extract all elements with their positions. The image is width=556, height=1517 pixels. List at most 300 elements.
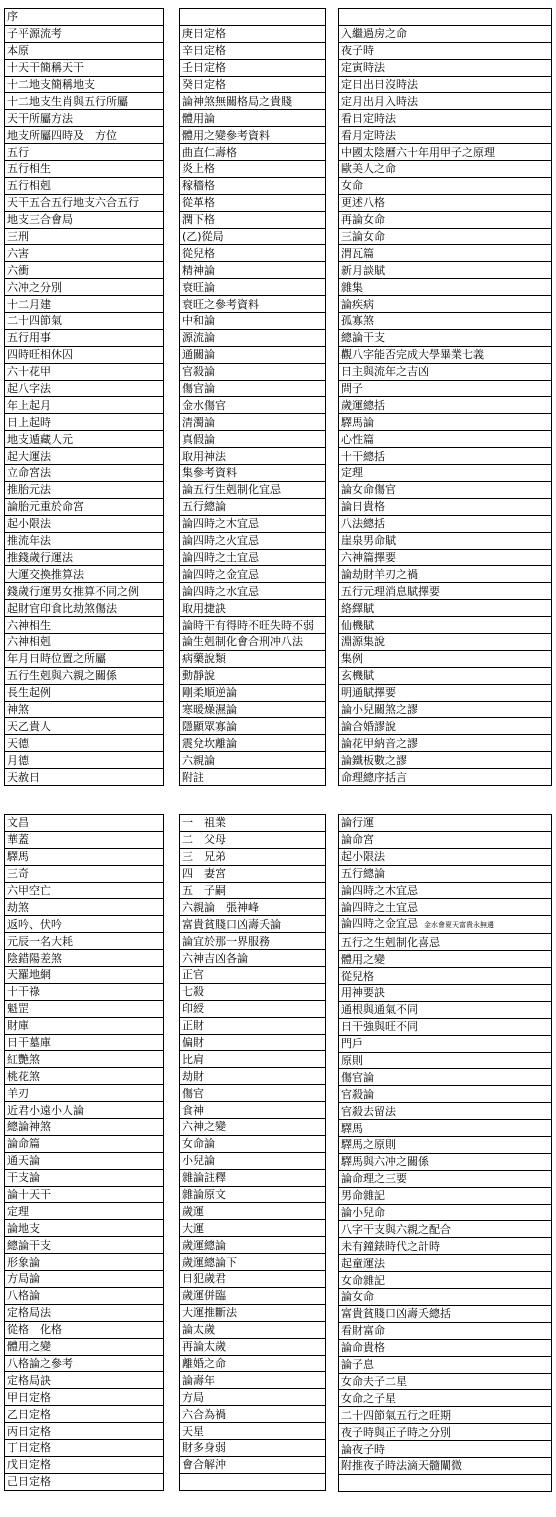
toc-row bbox=[180, 1355, 326, 1372]
toc-entry bbox=[180, 865, 326, 882]
toc-row bbox=[5, 329, 164, 346]
toc-row bbox=[5, 667, 164, 684]
toc-entry bbox=[180, 1102, 326, 1119]
toc-row bbox=[339, 1390, 552, 1407]
toc-row bbox=[180, 1423, 326, 1440]
toc-row bbox=[339, 1204, 552, 1221]
toc-entry bbox=[5, 566, 164, 583]
toc-entry-text: 比肩 bbox=[182, 1052, 204, 1066]
toc-entry bbox=[5, 110, 164, 127]
toc-entry bbox=[180, 1034, 326, 1051]
toc-entry bbox=[5, 752, 164, 769]
toc-entry-text: 女命論 bbox=[182, 1137, 215, 1151]
toc-entry-text: 論小兒關煞之謬 bbox=[341, 702, 418, 716]
toc-row bbox=[180, 279, 326, 296]
toc-entry-text: 論命貴格 bbox=[341, 1341, 385, 1355]
toc-row bbox=[5, 25, 164, 42]
toc-entry bbox=[5, 1355, 164, 1372]
toc-entry-text: 天德 bbox=[7, 736, 29, 750]
toc-entry-text: 總論干支 bbox=[7, 1238, 51, 1252]
toc-entry bbox=[180, 1321, 326, 1338]
toc-entry bbox=[339, 194, 552, 211]
toc-entry-text: 病藥說類 bbox=[182, 652, 226, 666]
toc-row bbox=[5, 1135, 164, 1152]
toc-row bbox=[339, 363, 552, 380]
toc-entry-text: 大運 bbox=[182, 1221, 204, 1235]
toc-entry-text: 論花甲納音之謬 bbox=[341, 736, 418, 750]
toc-entry bbox=[339, 633, 552, 650]
toc-entry bbox=[5, 1456, 164, 1473]
toc-entry bbox=[180, 245, 326, 262]
toc-entry-text: 神煞 bbox=[7, 702, 29, 716]
toc-row bbox=[5, 532, 164, 549]
toc-entry-text: 渭瓦篇 bbox=[341, 246, 374, 260]
toc-row bbox=[5, 617, 164, 634]
toc-row bbox=[180, 1102, 326, 1119]
toc-entry-text: 衰旺之參考資料 bbox=[182, 297, 259, 311]
toc-entry-text: 離婚之命 bbox=[182, 1356, 226, 1370]
toc-entry-text: 震兌坎離論 bbox=[182, 736, 237, 750]
toc-row bbox=[5, 313, 164, 330]
toc-row bbox=[180, 245, 326, 262]
toc-row bbox=[5, 177, 164, 194]
toc-row bbox=[5, 397, 164, 414]
toc-entry bbox=[5, 1338, 164, 1355]
toc-entry bbox=[180, 397, 326, 414]
toc-row bbox=[180, 735, 326, 752]
toc-entry-text: 官殺論 bbox=[341, 1087, 374, 1101]
toc-entry-text: 起財官印食比劫煞傷法 bbox=[7, 601, 117, 615]
toc-row bbox=[339, 1272, 552, 1289]
toc-entry-text: 定月出月入時法 bbox=[341, 94, 418, 108]
toc-entry bbox=[5, 831, 164, 848]
toc-entry-text: 返吟、伏吟 bbox=[7, 917, 62, 931]
toc-entry bbox=[339, 617, 552, 634]
toc-entry bbox=[5, 633, 164, 650]
toc-entry-text: 雜論註釋 bbox=[182, 1171, 226, 1185]
toc-entry bbox=[180, 1355, 326, 1372]
toc-entry-text: 一 祖業 bbox=[182, 816, 226, 830]
toc-entry-text: 十二月建 bbox=[7, 297, 51, 311]
toc-row bbox=[339, 701, 552, 718]
toc-entry bbox=[339, 1407, 552, 1424]
toc-row bbox=[339, 617, 552, 634]
toc-entry-text: 日干強與旺不同 bbox=[341, 1020, 418, 1034]
toc-entry bbox=[5, 769, 164, 786]
toc-entry bbox=[5, 448, 164, 465]
toc-entry bbox=[5, 211, 164, 228]
toc-entry-text: 更述八格 bbox=[341, 196, 385, 210]
toc-row bbox=[339, 831, 552, 848]
toc-entry bbox=[5, 161, 164, 178]
toc-entry-text: 總論神煞 bbox=[7, 1120, 51, 1134]
toc-row bbox=[5, 865, 164, 882]
toc-entry-text: 起小限法 bbox=[7, 517, 51, 531]
toc-entry bbox=[180, 815, 326, 832]
toc-row bbox=[5, 465, 164, 482]
toc-entry bbox=[339, 600, 552, 617]
toc-entry bbox=[180, 701, 326, 718]
toc-entry-text: 未有鐘錶時代之計時 bbox=[341, 1239, 440, 1253]
toc-row bbox=[339, 633, 552, 650]
toc-entry bbox=[180, 1304, 326, 1321]
toc-row bbox=[180, 1237, 326, 1254]
toc-entry bbox=[5, 329, 164, 346]
toc-entry bbox=[180, 1338, 326, 1355]
toc-row bbox=[339, 882, 552, 899]
toc-entry bbox=[5, 498, 164, 515]
toc-row bbox=[5, 42, 164, 59]
toc-row bbox=[339, 397, 552, 414]
toc-entry-text: 女命之子星 bbox=[341, 1391, 396, 1405]
toc-row bbox=[180, 25, 326, 42]
toc-row bbox=[180, 899, 326, 916]
toc-entry-text: 淵源集說 bbox=[341, 635, 385, 649]
toc-entry bbox=[180, 431, 326, 448]
toc-row bbox=[5, 752, 164, 769]
toc-entry-note: 金水會夏天富貴永無邊 bbox=[424, 921, 494, 930]
toc-entry bbox=[5, 899, 164, 916]
toc-entry bbox=[5, 718, 164, 735]
toc-column-1 bbox=[4, 814, 164, 1491]
toc-entry bbox=[339, 9, 552, 26]
toc-row bbox=[180, 1254, 326, 1271]
toc-row bbox=[180, 481, 326, 498]
toc-row bbox=[5, 76, 164, 93]
toc-row bbox=[180, 1034, 326, 1051]
toc-entry-text: 論夜子時 bbox=[341, 1442, 385, 1456]
toc-entry-text: 論四時之木宜忌 bbox=[341, 884, 418, 897]
toc-row bbox=[5, 735, 164, 752]
toc-entry bbox=[339, 380, 552, 397]
toc-entry-text: 問子 bbox=[341, 382, 363, 396]
toc-entry-text: 五行生剋與六親之關係 bbox=[7, 669, 117, 683]
toc-entry-text: 己日定格 bbox=[7, 1475, 51, 1489]
toc-entry bbox=[339, 110, 552, 127]
toc-entry bbox=[5, 848, 164, 865]
toc-entry bbox=[180, 515, 326, 532]
toc-entry-text: 推錢歲行運法 bbox=[7, 550, 73, 564]
toc-entry-text: 體用之變參考資料 bbox=[182, 128, 270, 142]
toc-row bbox=[180, 967, 326, 984]
toc-entry bbox=[180, 1068, 326, 1085]
toc-entry-text: 看月定時法 bbox=[341, 128, 396, 142]
toc-entry-text: 取用神法 bbox=[182, 449, 226, 463]
toc-row bbox=[180, 950, 326, 967]
toc-entry bbox=[5, 262, 164, 279]
toc-entry-text: 潤下格 bbox=[182, 213, 215, 227]
toc-entry bbox=[180, 194, 326, 211]
toc-row bbox=[180, 667, 326, 684]
toc-entry bbox=[5, 1237, 164, 1254]
toc-entry-text: 夜子時與正子時之分別 bbox=[341, 1425, 451, 1439]
toc-entry bbox=[339, 1289, 552, 1306]
toc-row bbox=[339, 1424, 552, 1441]
toc-entry-text: 女命雜記 bbox=[341, 1273, 385, 1287]
toc-entry bbox=[339, 346, 552, 363]
toc-entry-text: 起八字法 bbox=[7, 382, 51, 396]
toc-row bbox=[5, 1355, 164, 1372]
toc-entry bbox=[180, 9, 326, 26]
toc-entry-text: 推流年法 bbox=[7, 534, 51, 548]
toc-row bbox=[180, 228, 326, 245]
toc-entry-text: 女命夫子二星 bbox=[341, 1374, 407, 1388]
toc-entry-text: 衰旺論 bbox=[182, 280, 215, 294]
toc-row bbox=[5, 59, 164, 76]
toc-entry bbox=[5, 667, 164, 684]
toc-row bbox=[339, 1457, 552, 1474]
toc-row bbox=[5, 279, 164, 296]
toc-entry bbox=[339, 968, 552, 985]
toc-row bbox=[180, 1338, 326, 1355]
toc-entry bbox=[180, 1051, 326, 1068]
toc-row bbox=[5, 363, 164, 380]
toc-entry bbox=[180, 831, 326, 848]
toc-row bbox=[339, 1356, 552, 1373]
toc-entry bbox=[5, 380, 164, 397]
toc-entry-text: 五行相剋 bbox=[7, 179, 51, 193]
toc-row bbox=[339, 1052, 552, 1069]
toc-entry bbox=[5, 1119, 164, 1136]
toc-row bbox=[339, 1137, 552, 1154]
toc-entry-text: 八字干支與六親之配合 bbox=[341, 1222, 451, 1236]
toc-row bbox=[339, 481, 552, 498]
toc-entry-text: 五行元理消息賦擇要 bbox=[341, 584, 440, 598]
toc-entry-text: 財庫 bbox=[7, 1019, 29, 1033]
toc-entry-text: 論四時之金宜忌 bbox=[182, 567, 259, 581]
toc-entry-text: 元辰一名大耗 bbox=[7, 934, 73, 948]
toc-row bbox=[5, 899, 164, 916]
toc-row bbox=[180, 76, 326, 93]
toc-entry bbox=[180, 899, 326, 916]
toc-entry bbox=[5, 1304, 164, 1321]
toc-row bbox=[339, 144, 552, 161]
toc-entry-text: 六親論 張神峰 bbox=[182, 900, 259, 914]
toc-row bbox=[180, 431, 326, 448]
toc-row bbox=[5, 831, 164, 848]
toc-entry bbox=[180, 882, 326, 899]
toc-row bbox=[180, 617, 326, 634]
toc-entry bbox=[180, 498, 326, 515]
toc-entry bbox=[339, 481, 552, 498]
toc-entry bbox=[180, 93, 326, 110]
toc-row bbox=[180, 1169, 326, 1186]
toc-entry-text: 六衝 bbox=[7, 263, 29, 277]
toc-entry bbox=[180, 76, 326, 93]
toc-entry-text: 文昌 bbox=[7, 816, 29, 830]
toc-entry bbox=[5, 515, 164, 532]
toc-entry-text: 小兒論 bbox=[182, 1154, 215, 1168]
toc-entry bbox=[5, 1220, 164, 1237]
toc-entry-text: 論四時之土宜忌 bbox=[341, 900, 418, 914]
toc-entry-text: 二十四節氣 bbox=[7, 314, 62, 328]
toc-row bbox=[339, 498, 552, 515]
toc-entry bbox=[5, 144, 164, 161]
toc-entry-text: 大運推斷法 bbox=[182, 1306, 237, 1320]
toc-row bbox=[339, 1069, 552, 1086]
toc-entry-text: 六害 bbox=[7, 246, 29, 260]
toc-entry-text: 年月日時位置之所屬 bbox=[7, 652, 106, 666]
toc-entry bbox=[5, 583, 164, 600]
toc-entry bbox=[180, 848, 326, 865]
toc-entry-text: 八法總括 bbox=[341, 517, 385, 531]
toc-entry-text: 從格 化格 bbox=[7, 1323, 62, 1337]
toc-entry bbox=[339, 815, 552, 832]
toc-entry bbox=[5, 983, 164, 1000]
toc-entry-text: 論命篇 bbox=[7, 1137, 40, 1151]
toc-entry-text: 精神論 bbox=[182, 263, 215, 277]
toc-row bbox=[339, 380, 552, 397]
toc-entry bbox=[180, 667, 326, 684]
toc-entry-text: 稼穡格 bbox=[182, 179, 215, 193]
toc-entry bbox=[180, 752, 326, 769]
toc-row bbox=[339, 448, 552, 465]
toc-row bbox=[5, 498, 164, 515]
toc-entry-text: 劫財 bbox=[182, 1069, 204, 1083]
toc-entry-text: 日干墓庫 bbox=[7, 1036, 51, 1050]
toc-entry bbox=[339, 831, 552, 848]
toc-row bbox=[339, 848, 552, 865]
toc-entry bbox=[180, 983, 326, 1000]
toc-entry-text: 戊日定格 bbox=[7, 1458, 51, 1472]
toc-row bbox=[339, 59, 552, 76]
toc-row bbox=[180, 650, 326, 667]
toc-entry bbox=[339, 76, 552, 93]
toc-entry-text: 日犯歲君 bbox=[182, 1272, 226, 1286]
toc-row bbox=[339, 465, 552, 482]
toc-entry-text: 論鐵板數之謬 bbox=[341, 753, 407, 767]
toc-entry bbox=[5, 1152, 164, 1169]
toc-row bbox=[5, 1119, 164, 1136]
toc-entry-text: 二 父母 bbox=[182, 833, 226, 847]
toc-row bbox=[180, 127, 326, 144]
toc-entry-text: 日主與流年之吉凶 bbox=[341, 365, 429, 379]
toc-entry bbox=[339, 667, 552, 684]
toc-row bbox=[180, 583, 326, 600]
toc-row bbox=[180, 752, 326, 769]
toc-entry bbox=[5, 431, 164, 448]
toc-entry bbox=[180, 1254, 326, 1271]
toc-entry bbox=[180, 465, 326, 482]
toc-row bbox=[339, 865, 552, 882]
toc-row bbox=[339, 532, 552, 549]
toc-entry-text: 傷官論 bbox=[182, 382, 215, 396]
toc-entry-text: 天乙貴人 bbox=[7, 719, 51, 733]
toc-entry bbox=[5, 701, 164, 718]
toc-entry-text: 正官 bbox=[182, 968, 204, 982]
toc-row bbox=[180, 1456, 326, 1473]
toc-row bbox=[180, 1085, 326, 1102]
toc-entry-text: 論疾病 bbox=[341, 297, 374, 311]
toc-row bbox=[5, 1423, 164, 1440]
toc-entry bbox=[5, 916, 164, 933]
toc-entry bbox=[5, 25, 164, 42]
toc-row bbox=[5, 633, 164, 650]
toc-row bbox=[180, 1186, 326, 1203]
toc-row bbox=[5, 515, 164, 532]
toc-entry-text: 食神 bbox=[182, 1103, 204, 1117]
toc-row bbox=[5, 650, 164, 667]
toc-entry-text: 通關論 bbox=[182, 348, 215, 362]
toc-entry bbox=[5, 735, 164, 752]
toc-entry bbox=[339, 1018, 552, 1035]
toc-entry-text: 五行用事 bbox=[7, 331, 51, 345]
toc-entry bbox=[339, 1238, 552, 1255]
toc-entry-text: 三論女命 bbox=[341, 230, 385, 244]
toc-entry bbox=[180, 1423, 326, 1440]
toc-row bbox=[5, 1034, 164, 1051]
toc-entry bbox=[5, 933, 164, 950]
toc-row bbox=[180, 262, 326, 279]
toc-row bbox=[180, 684, 326, 701]
toc-entry bbox=[180, 1203, 326, 1220]
toc-entry-text: 歲運總論下 bbox=[182, 1255, 237, 1269]
toc-entry bbox=[180, 735, 326, 752]
toc-entry bbox=[5, 363, 164, 380]
toc-entry bbox=[180, 59, 326, 76]
toc-entry bbox=[5, 1271, 164, 1288]
toc-entry-text: 天星 bbox=[182, 1424, 204, 1438]
toc-row bbox=[339, 42, 552, 59]
toc-row bbox=[5, 144, 164, 161]
toc-entry-text: 用神要訣 bbox=[341, 986, 385, 1000]
toc-row bbox=[180, 549, 326, 566]
toc-entry-text: 驛馬 bbox=[341, 1121, 363, 1135]
toc-entry bbox=[339, 1187, 552, 1204]
toc-entry bbox=[339, 1441, 552, 1458]
toc-entry bbox=[5, 1372, 164, 1389]
toc-entry bbox=[180, 1169, 326, 1186]
toc-row bbox=[5, 848, 164, 865]
toc-row bbox=[339, 549, 552, 566]
toc-entry-text: 看日定時法 bbox=[341, 111, 396, 125]
toc-row bbox=[180, 313, 326, 330]
toc-entry-text: 起童運法 bbox=[341, 1256, 385, 1270]
toc-entry bbox=[180, 110, 326, 127]
toc-entry-text: 五行之生剋制化喜忌 bbox=[341, 935, 440, 949]
toc-entry-text: 論小兒命 bbox=[341, 1206, 385, 1220]
toc-entry bbox=[5, 865, 164, 882]
toc-entry bbox=[180, 1389, 326, 1406]
toc-entry bbox=[339, 1221, 552, 1238]
toc-row bbox=[339, 1441, 552, 1458]
toc-entry bbox=[339, 161, 552, 178]
toc-entry bbox=[180, 329, 326, 346]
toc-row bbox=[339, 25, 552, 42]
toc-entry bbox=[339, 1052, 552, 1069]
toc-entry-text: 方局論 bbox=[7, 1272, 40, 1286]
toc-entry bbox=[5, 882, 164, 899]
toc-entry bbox=[5, 1102, 164, 1119]
toc-entry-text: 三刑 bbox=[7, 230, 29, 244]
toc-entry-text: 癸日定格 bbox=[182, 78, 226, 91]
toc-entry bbox=[5, 1423, 164, 1440]
toc-entry bbox=[339, 448, 552, 465]
toc-entry bbox=[5, 1017, 164, 1034]
toc-entry bbox=[180, 211, 326, 228]
toc-entry bbox=[5, 76, 164, 93]
toc-entry bbox=[339, 1390, 552, 1407]
toc-entry bbox=[180, 1152, 326, 1169]
toc-entry bbox=[339, 916, 552, 934]
toc-row bbox=[339, 414, 552, 431]
toc-entry bbox=[5, 93, 164, 110]
toc-entry bbox=[339, 1120, 552, 1137]
toc-row bbox=[180, 93, 326, 110]
toc-entry bbox=[339, 650, 552, 667]
toc-entry bbox=[339, 465, 552, 482]
toc-entry-text: 明通賦擇要 bbox=[341, 686, 396, 700]
